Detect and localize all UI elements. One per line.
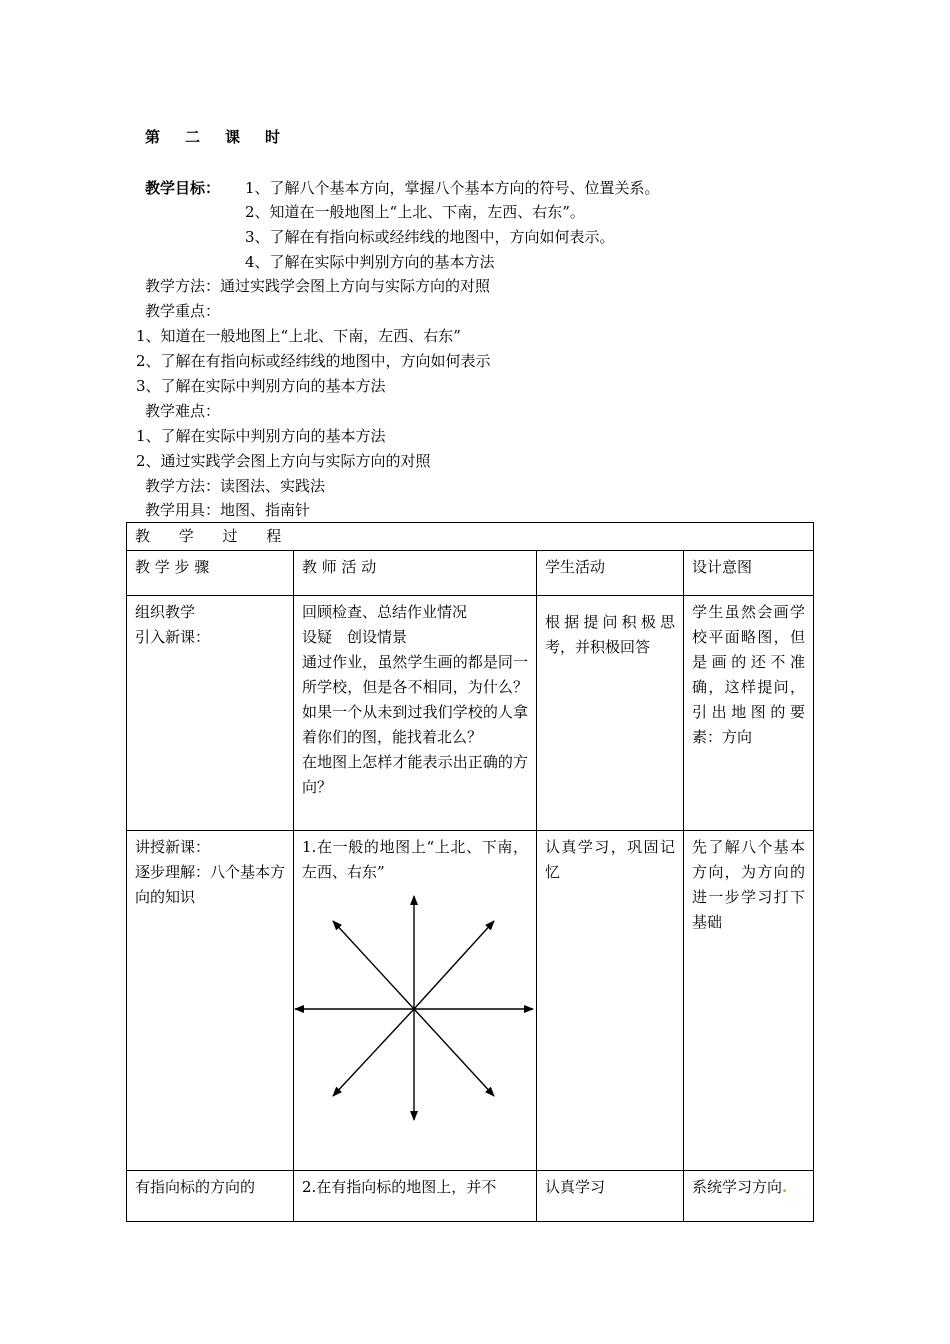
intent-text: 学生虽然会画学校平面略图，但是画的还不准确，这样提问，引出地图的要素：方向	[692, 603, 805, 746]
header-student: 学生活动	[537, 551, 684, 596]
title-char: 第	[145, 128, 161, 146]
intent-cell	[684, 831, 814, 1171]
teacher-cell	[294, 831, 537, 1171]
step-line: 组织教学	[135, 603, 196, 621]
eight-direction-compass	[293, 893, 535, 1123]
teacher-line: 通过作业，虽然学生画的都是同一所学校，但是各不相同，为什么？如果一个从未到过我们学校的人拿着你们的图，能找着北么？	[302, 653, 528, 746]
key-point-item: 2、了解在有指向标或经纬线的地图中，方向如何表示	[136, 352, 491, 370]
table-title: 教 学 过 程	[127, 523, 814, 551]
intent-text: 先了解八个基本方向，为方向的进一步学习打下基础	[692, 838, 805, 931]
header-intent: 设计意图	[684, 551, 814, 596]
student-cell	[537, 596, 684, 831]
teaching-method-2: 教学方法：读图法、实践法	[145, 477, 326, 495]
title-char: 时	[265, 128, 281, 146]
teacher-line: 回顾检查、总结作业情况	[302, 603, 468, 621]
step-cell	[127, 596, 294, 831]
arrow-northeast	[414, 921, 494, 1009]
objective-item: 1、了解八个基本方向，掌握八个基本方向的符号、位置关系。	[245, 179, 660, 197]
step-cell	[127, 1171, 294, 1222]
step-line: 有指向标的方向的	[135, 1178, 256, 1196]
teaching-process-table	[126, 522, 814, 1222]
header-teacher: 教 师 活 动	[294, 551, 537, 596]
objective-item: 4、了解在实际中判别方向的基本方法	[245, 253, 495, 271]
intent-cell	[684, 1171, 814, 1222]
step-line: 逐步理解：八个基本方向的知识	[135, 863, 286, 906]
step-cell	[127, 831, 294, 1171]
intent-cell	[684, 596, 814, 831]
student-cell	[537, 831, 684, 1171]
key-points-label: 教学重点：	[145, 302, 221, 320]
difficult-points-label: 教学难点：	[145, 402, 221, 420]
trailing-mark: .	[782, 1178, 788, 1196]
teacher-cell	[294, 596, 537, 831]
objectives-label: 教学目标：	[145, 179, 221, 197]
lesson-title	[145, 127, 305, 147]
teacher-line: 1.在一般的地图上“上北、下南，左西、右东”	[302, 838, 528, 881]
step-line: 讲授新课：	[135, 838, 211, 856]
step-line: 引入新课：	[135, 628, 211, 646]
key-point-item: 1、知道在一般地图上“上北、下南，左西、右东”	[136, 327, 461, 345]
teacher-line: 2.在有指向标的地图上，并不	[302, 1178, 497, 1196]
table-row	[127, 1171, 814, 1222]
intent-text: 系统学习方向	[692, 1178, 783, 1196]
arrow-southeast	[414, 1009, 494, 1096]
student-text: 认真学习	[545, 1178, 606, 1196]
teaching-tools: 教学用具：地图、指南针	[145, 501, 311, 519]
key-point-item: 3、了解在实际中判别方向的基本方法	[136, 377, 386, 395]
teaching-method: 教学方法：通过实践学会图上方向与实际方向的对照	[145, 277, 491, 295]
student-cell	[537, 1171, 684, 1222]
teacher-line: 设疑 创设情景	[302, 628, 408, 646]
student-text: 根据提问积极思考，并积极回答	[545, 613, 675, 656]
header-step: 教 学 步 骤	[127, 551, 294, 596]
title-char: 二	[185, 128, 201, 146]
teacher-line: 在地图上怎样才能表示出正确的方向？	[302, 753, 528, 796]
table-row	[127, 831, 814, 1171]
objective-item: 2、知道在一般地图上“上北、下南，左西、右东”。	[245, 203, 585, 221]
student-text: 认真学习，巩固记忆	[545, 838, 675, 881]
objective-item: 3、了解在有指向标或经纬线的地图中，方向如何表示。	[245, 228, 615, 246]
arrow-southwest	[333, 1009, 414, 1096]
difficult-point-item: 1、了解在实际中判别方向的基本方法	[136, 427, 386, 445]
difficult-point-item: 2、通过实践学会图上方向与实际方向的对照	[136, 452, 431, 470]
teacher-cell	[294, 1171, 537, 1222]
title-char: 课	[225, 128, 241, 146]
arrow-northwest	[333, 921, 414, 1009]
table-row	[127, 596, 814, 831]
